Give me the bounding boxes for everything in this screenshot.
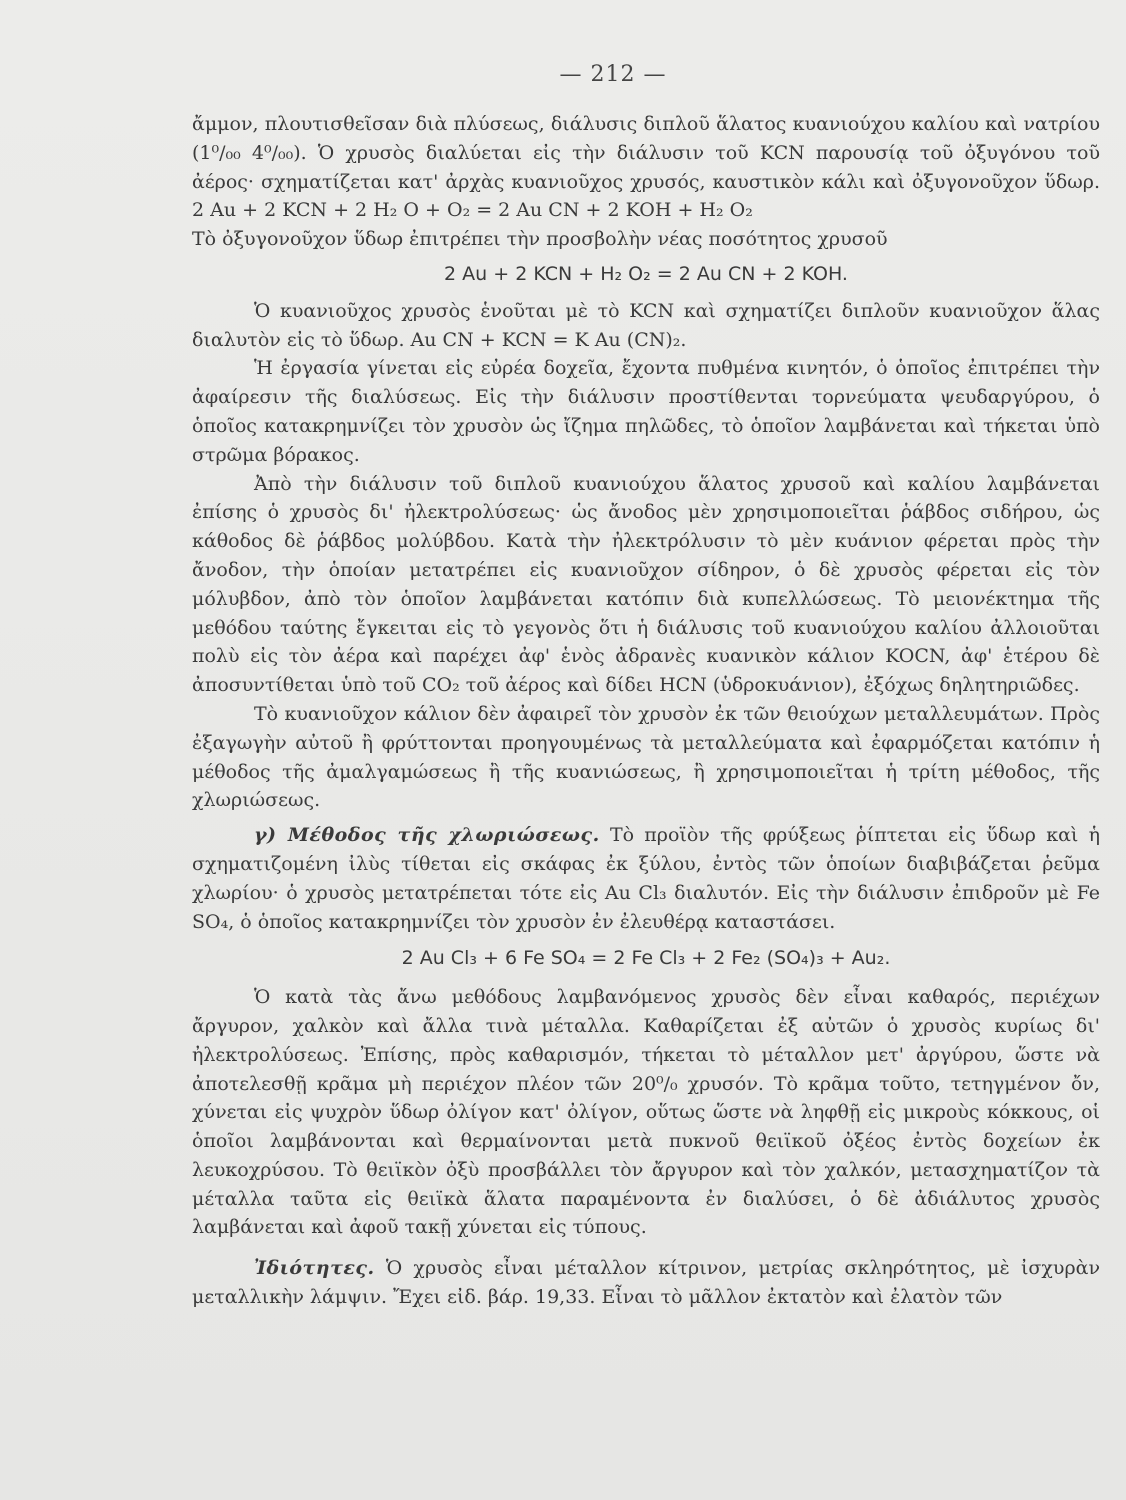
paragraph-8-text: Ὁ χρυσὸς εἶναι μέταλλον κίτρινον, μετρίας σκληρότητος, μὲ ἰσχυρὰν μεταλλικὴν λάμψιν. Ἔχει εἰδ. βάρ. 19,33. Εἶναι τὸ μᾶλλον ἐκτατὸν καὶ ἐλατὸν τῶν [192,1257,1100,1309]
paragraph-1b: Τὸ ὀξυγονοῦχον ὕδωρ ἐπιτρέπει τὴν προσβολὴν νέας ποσότητος χρυσοῦ [192,228,888,251]
formula-1: 2 Au + 2 KCN + H₂ O₂ = 2 Au CN + 2 KOH. [444,262,848,285]
paragraph-7: Ὁ κατὰ τὰς ἄνω μεθόδους λαμβανόμενος χρυσὸς δὲν εἶναι καθαρός, περιέχων ἄργυρον, χαλκὸν καὶ ἄλλα τινὰ μέταλλα. Καθαρίζεται ἐξ αὐτῶν ὁ χρυσὸς κυρίως δι' ἠλεκτρολύσεως. Ἐπίσης, πρὸς καθαρισμόν, τήκεται τὸ μέταλλον μετ' ἀργύρου, ὥστε νὰ ἀποτελεσθῇ κρᾶμα μὴ περιέχον πλέον τῶν 20⁰/₀ χρυσόν. Τὸ κρᾶμα τοῦτο, τετηγμένον ὄν, χύνεται εἰς ψυχρὸν ὕδωρ ὀλίγον κατ' ὀλίγον, οὕτως ὥστε νὰ ληφθῇ εἰς μικροὺς κόκκους, οἱ ὁποῖοι λαμβάνονται καὶ θερμαίνονται μετὰ πυκνοῦ θειϊκοῦ ὀξέος ἐντὸς δοχείων ἐκ λευκοχρύσου. Τὸ θειϊκὸν ὀξὺ προσβάλλει τὸν ἄργυρον καὶ τὸν χαλκόν, μετασχηματίζον τὰ μέταλλα ταῦτα εἰς θειϊκὰ ἅλατα παραμένοντα ἐν διαλύσει, ὁ δὲ ἀδιάλυτος χρυσὸς λαμβάνεται καὶ ἀφοῦ τακῇ χύνεται εἰς τύπους. [192,986,1100,1239]
formula-2: 2 Au Cl₃ + 6 Fe SO₄ = 2 Fe Cl₃ + 2 Fe₂ (SO₄)₃ + Au₂. [401,947,891,970]
paragraph-6-text: Τὸ προϊὸν τῆς φρύξεως ῥίπτεται εἰς ὕδωρ καὶ ἡ σχηματιζομένη ἰλὺς τίθεται εἰς σκάφας ἐκ ξύλου, ἐντὸς τῶν ὁποίων διαβιβάζεται ῥεῦμα χλωρίου· ὁ χρυσὸς μετατρέπεται τότε εἰς Au Cl₃ διαλυτόν. Εἰς τὴν διάλυσιν ἐπιδροῦν μὲ Fe SO₄, ὁ ὁποῖος κατακρημνίζει τὸν χρυσὸν ἐν ἐλευθέρᾳ καταστάσει. [192,824,1100,933]
paragraph-5: Τὸ κυανιοῦχον κάλιον δὲν ἀφαιρεῖ τὸν χρυσὸν ἐκ τῶν θειούχων μεταλλευμάτων. Πρὸς ἐξαγωγὴν αὐτοῦ ἢ φρύττονται προηγουμένως τὰ μεταλλεύματα καὶ ἐφαρμόζεται κατόπιν ἡ μέθοδος τῆς ἀμαλγαμώσεως ἢ τῆς κυανιώσεως, ἢ χρησιμοποιεῖται ἡ τρίτη μέθοδος, τῆς χλωριώσεως. [192,702,1100,812]
section-heading-properties: Ἰδιότητες. [254,1257,375,1280]
section-heading-chlorination: γ) Μέθοδος τῆς χλωριώσεως. [254,824,600,847]
paragraph-2: Ὁ κυανιοῦχος χρυσὸς ἑνοῦται μὲ τὸ KCN καὶ σχηματίζει διπλοῦν κυανιοῦχον ἅλας διαλυτὸν εἰς τὸ ὕδωρ. Au CN + KCN = K Au (CN)₂. [192,299,1100,351]
paragraph-1a: ἄμμον, πλουτισθεῖσαν διὰ πλύσεως, διάλυσις διπλοῦ ἅλατος κυανιούχου καλίου καὶ νατρίου (1⁰/₀₀ 4⁰/₀₀). Ὁ χρυσὸς διαλύεται εἰς τὴν διάλυσιν τοῦ KCN παρουσίᾳ τοῦ ὀξυγόνου τοῦ ἀέρος· σχηματίζεται κατ' ἀρχὰς κυανιοῦχος χρυσός, καυστικὸν κάλι καὶ ὀξυγονοῦχον ὕδωρ. 2 Au + 2 KCN + 2 H₂ O + O₂ = 2 Au CN + 2 KOH + H₂ O₂ [192,113,1100,222]
body-text [192,110,1100,1312]
page-number: — 212 — [559,62,667,87]
paragraph-4: Ἀπὸ τὴν διάλυσιν τοῦ διπλοῦ κυανιούχου ἅλατος χρυσοῦ καὶ καλίου λαμβάνεται ἐπίσης ὁ χρυσὸς δι' ἠλεκτρολύσεως· ὡς ἄνοδος μὲν χρησιμοποιεῖται ῥάβδος σιδήρου, ὡς κάθοδος δὲ ῥάβδος μολύβδου. Κατὰ τὴν ἠλεκτρόλυσιν τὸ μὲν κυάνιον φέρεται πρὸς τὴν ἄνοδον, τὴν ὁποίαν μετατρέπει εἰς κυανιοῦχον σίδηρον, ὁ δὲ χρυσὸς φέρεται εἰς τὸν μόλυβδον, ἀπὸ τὸν ὁποῖον λαμβάνεται κατόπιν διὰ κυπελλώσεως. Τὸ μειονέκτημα τῆς μεθόδου ταύτης ἔγκειται εἰς τὸ γεγονὸς ὅτι ἡ διάλυσις τοῦ κυανιούχου καλίου ἀλλοιοῦται πολὺ εἰς τὸν ἀέρα καὶ παρέχει ἀφ' ἑνὸς ἀδρανὲς κυανικὸν κάλιον KOCN, ἀφ' ἑτέρου δὲ ἀποσυντίθεται ὑπὸ τοῦ CO₂ τοῦ ἀέρος καὶ δίδει HCN (ὑδροκυάνιον), ἐξόχως δηλητηριῶδες. [192,472,1100,697]
paragraph-8 [192,1254,1100,1312]
paragraph-6 [192,821,1100,936]
paragraph-3: Ἡ ἐργασία γίνεται εἰς εὐρέα δοχεῖα, ἔχοντα πυθμένα κινητόν, ὁ ὁποῖος ἐπιτρέπει τὴν ἀφαίρεσιν τῆς διαλύσεως. Εἰς τὴν διάλυσιν προστίθενται τορνεύματα ψευδαργύρου, ὁ ὁποῖος κατακρημνίζει τὸν χρυσὸν ὡς ἴζημα πηλῶδες, τὸ ὁποῖον λαμβάνεται καὶ τήκεται ὑπὸ στρῶμα βόρακος. [192,357,1100,466]
